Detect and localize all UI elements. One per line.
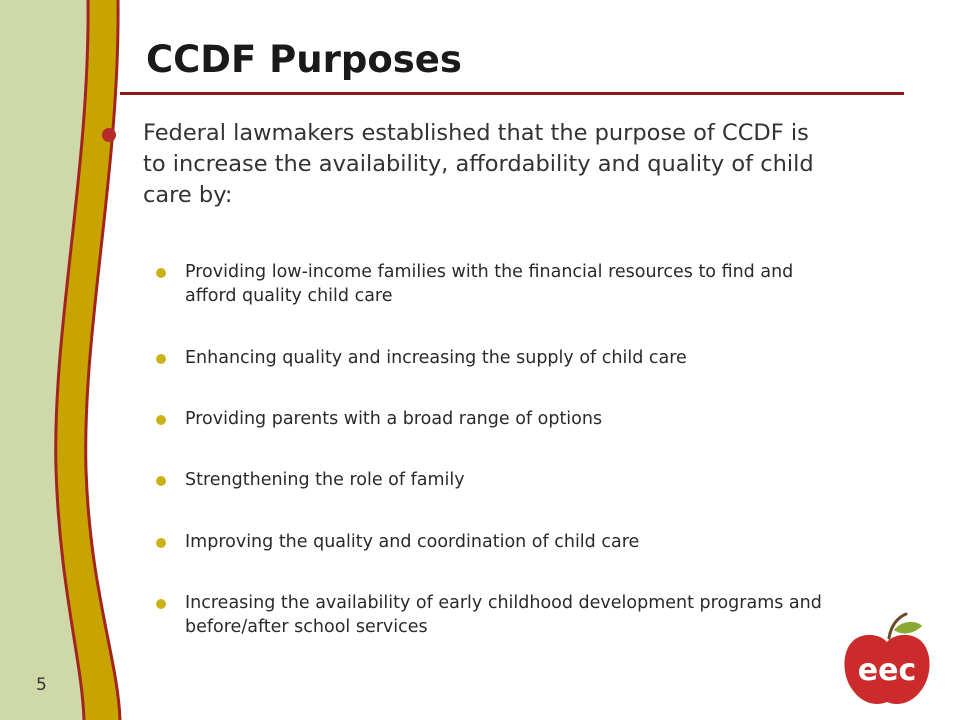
sub-bullet-dot <box>156 599 166 609</box>
page-number: 5 <box>36 675 47 695</box>
sub-bullet-item <box>156 346 846 370</box>
sub-bullet-text: Providing low-income families with the financial resources to find and afford quality child care <box>185 262 794 306</box>
slide-title: CCDF Purposes <box>146 38 462 81</box>
sub-bullet-dot <box>156 538 166 548</box>
decorative-side-band <box>0 0 140 720</box>
main-bullet-text: Federal lawmakers established that the purpose of CCDF is to increase the availability, affordability and quality of child care by: <box>143 120 814 208</box>
main-bullet <box>102 118 822 211</box>
sub-bullet-item <box>156 530 846 554</box>
sub-bullet-dot <box>156 476 166 486</box>
sub-bullet-item <box>156 468 846 492</box>
sub-bullet-text: Increasing the availability of early childhood development programs and before/after school services <box>185 593 822 637</box>
sub-bullet-item <box>156 260 846 308</box>
sub-bullet-item <box>156 407 846 431</box>
sub-bullet-text: Providing parents with a broad range of options <box>185 409 603 429</box>
sub-bullet-text: Enhancing quality and increasing the supply of child care <box>185 348 687 368</box>
sub-bullet-dot <box>156 415 166 425</box>
sub-bullet-text: Improving the quality and coordination of child care <box>185 532 640 552</box>
sub-bullet-text: Strengthening the role of family <box>185 470 465 490</box>
logo-text: eec <box>857 653 917 688</box>
sub-bullet-item <box>156 591 846 639</box>
sub-bullet-dot <box>156 354 166 364</box>
eec-apple-logo <box>842 610 932 710</box>
main-bullet-dot <box>102 128 116 142</box>
sub-bullet-dot <box>156 268 166 278</box>
title-underline <box>120 92 904 95</box>
